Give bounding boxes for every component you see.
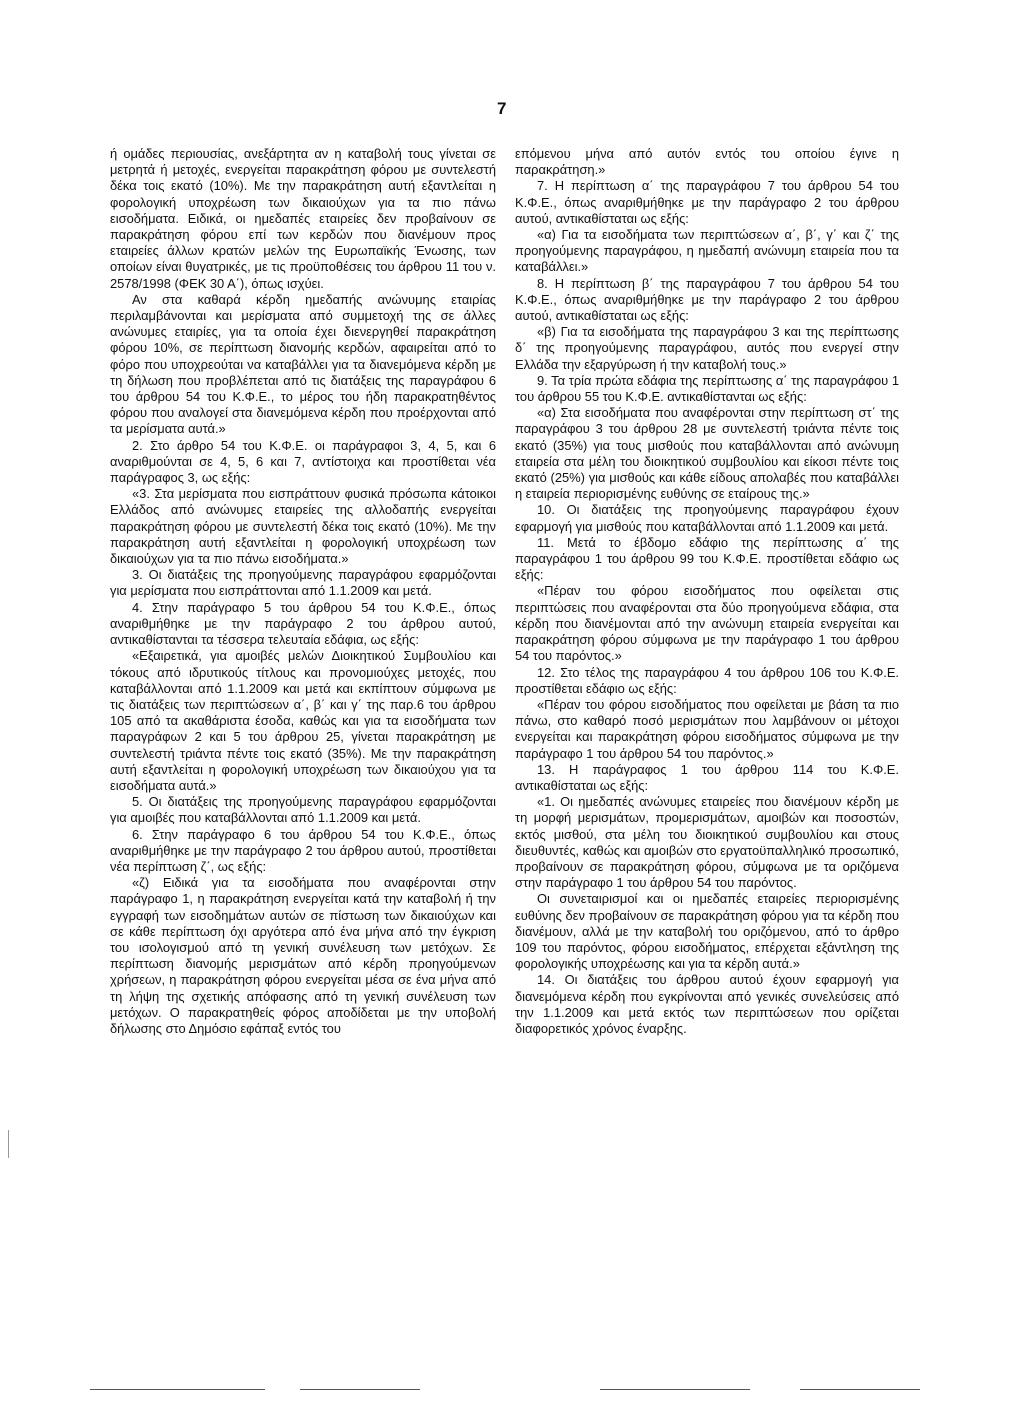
paragraph: 11. Μετά το έβδομο εδάφιο της περίπτωσης α΄ της παραγράφου 1 του άρθρου 99 του Κ.Φ.Ε. προστίθεται εδάφιο ως εξής:	[515, 534, 899, 583]
paragraph: 6. Στην παράγραφο 6 του άρθρου 54 του Κ.Φ.Ε., όπως αναριθμήθηκε με την παράγραφο 2 του άρθρου αυτού, προστίθεται νέα περίπτωση ζ΄, ως εξής:	[110, 826, 496, 874]
footer-rule-right	[600, 1389, 750, 1390]
paragraph: «ζ) Ειδικά για τα εισοδήματα που αναφέρονται στην παράγραφο 1, η παρακράτηση ενεργείται κατά την καταβολή ή την εγγραφή των εισοδημάτων αυτών σε πίστωση των δικαιούχων και σε κάθε περίπτωση όχι αργότερα από ένα μήνα από την έγκριση του ισολογισμού από τη γενική συνέλευση των μετόχων. Σε περίπτωση διανομής μερισμάτων από κέρδη προηγούμενων χρήσεων, η παρακράτηση φόρου ενεργείται μέσα σε ένα μήνα από τη λήψη της σχετικής απόφασης από τη γενική συνέλευση των μετόχων. Ο παρακρατηθείς φόρος αποδίδεται με την υποβολή δήλωσης στο Δημόσιο εφάπαξ εντός του	[110, 875, 496, 1036]
paragraph: 10. Οι διατάξεις της προηγούμενης παραγράφου έχουν εφαρμογή για μισθούς που καταβάλλονται από 1.1.2009 και μετά.	[515, 502, 899, 534]
paragraph: 9. Τα τρία πρώτα εδάφια της περίπτωσης α΄ της παραγράφου 1 του άρθρου 55 του Κ.Φ.Ε. αντικαθίστανται ως εξής:	[515, 372, 899, 405]
page-number: 7	[497, 99, 507, 118]
left-column	[110, 146, 496, 1037]
paragraph: «Πέραν του φόρου εισοδήματος που οφείλεται στις περιπτώσεις που αναφέρονται στα δύο προηγούμενα εδάφια, στα κέρδη που διανέμονται από την ανώνυμη εταιρεία ενεργείται και παρακράτηση φόρου σύμφωνα με την παράγραφο 1 του άρθρου 54 του παρόντος.»	[515, 583, 899, 664]
right-column	[515, 146, 899, 1037]
paragraph: 14. Οι διατάξεις του άρθρου αυτού έχουν εφαρμογή για διανεμόμενα κέρδη που εγκρίνονται από γενικές συνελεύσεις από την 1.1.2009 και μετά εκτός των περιπτώσεων που ορίζεται διαφορετικός χρόνος έναρξης.	[515, 972, 899, 1036]
paragraph: Οι συνεταιρισμοί και οι ημεδαπές εταιρείες περιορισμένης ευθύνης δεν προβαίνουν σε παρακράτηση φόρου για τα κέρδη που διανέμουν, αλλά με την καταβολή του οριζόμενου, από το άρθρο 109 του παρόντος, φόρου εισοδήματος, επέρχεται εξάντληση της φορολογικής υποχρέωσης και για τα κέρδη αυτά.»	[515, 891, 899, 972]
footer-rule-left	[90, 1389, 265, 1390]
paragraph: 2. Στο άρθρο 54 του Κ.Φ.Ε. οι παράγραφοι 3, 4, 5, και 6 αναριθμούνται σε 4, 5, 6 και 7, αντίστοιχα και προστίθεται νέα παράγραφος 3, ως εξής:	[110, 437, 496, 486]
paragraph: 12. Στο τέλος της παραγράφου 4 του άρθρου 106 του Κ.Φ.Ε. προστίθεται εδάφιο ως εξής:	[515, 664, 899, 696]
paragraph: 5. Οι διατάξεις της προηγούμενης παραγράφου εφαρμόζονται για αμοιβές που καταβάλλονται από 1.1.2009 και μετά.	[110, 794, 496, 826]
paragraph: Αν στα καθαρά κέρδη ημεδαπής ανώνυμης εταιρίας περιλαμβάνονται και μερίσματα από συμμετοχή της σε άλλες ανώνυμες εταιρίες, για τα οποία έχει διενεργηθεί παρακράτηση φόρου 10%, σε περίπτωση διανομής κερδών, αφαιρείται από το φόρο που υποχρεούται να καταβάλλει για τα διανεμόμενα κέρδη με τη δήλωση που προβλέπεται από τις διατάξεις της παραγράφου 6 του άρθρου 54 του Κ.Φ.Ε., το μέρος του ήδη παρακρατηθέντος φόρου που αναλογεί στα διανεμόμενα κέρδη που προέρχονται από τα μερίσματα αυτά.»	[110, 291, 496, 437]
scan-edge-mark	[8, 1130, 9, 1158]
paragraph: 13. Η παράγραφος 1 του άρθρου 114 του Κ.Φ.Ε. αντικαθίσταται ως εξής:	[515, 761, 899, 793]
paragraph: 3. Οι διατάξεις της προηγούμενης παραγράφου εφαρμόζονται για μερίσματα που εισπράττονται από 1.1.2009 και μετά.	[110, 567, 496, 599]
footer-rule-far-right	[800, 1389, 920, 1390]
paragraph: «β) Για τα εισοδήματα της παραγράφου 3 και της περίπτωσης δ΄ της προηγούμενης παραγράφου, αυτός που ενεργεί στην Ελλάδα την εξαργύρωση ή την καταβολή τους.»	[515, 324, 899, 372]
footer-rule-mid	[300, 1389, 420, 1390]
paragraph: 7. Η περίπτωση α΄ της παραγράφου 7 του άρθρου 54 του Κ.Φ.Ε., όπως αναριθμήθηκε με την παράγραφο 2 του άρθρου αυτού, αντικαθίσταται ως εξής:	[515, 178, 899, 226]
paragraph: 4. Στην παράγραφο 5 του άρθρου 54 του Κ.Φ.Ε., όπως αναριθμήθηκε με την παράγραφο 2 του άρθρου αυτού, αντικαθίστανται τα τέσσερα τελευταία εδάφια, ως εξής:	[110, 599, 496, 648]
paragraph: «3. Στα μερίσματα που εισπράττουν φυσικά πρόσωπα κάτοικοι Ελλάδος από ανώνυμες εταιρείες της αλλοδαπής ενεργείται παρακράτηση φόρου με συντελεστή δέκα τοις εκατό (10%). Με την παρακράτηση αυτή εξαντλείται η φορολογική υποχρέωση των δικαιούχων για τα πιο πάνω εισοδήματα.»	[110, 486, 496, 567]
paragraph: «Εξαιρετικά, για αμοιβές μελών Διοικητικού Συμβουλίου και τόκους από ιδρυτικούς τίτλους και προνομιούχες μετοχές, που καταβάλλονται από 1.1.2009 και μετά και εκπίπτουν σύμφωνα με τις διατάξεις των περιπτώσεων α΄, β΄ και γ΄ της παρ.6 του άρθρου 105 από τα ακαθάριστα έσοδα, καθώς και για τα εισοδήματα των παραγράφων 2 και 5 του άρθρου 25, γίνεται παρακράτηση με συντελεστή τριάντα πέντε τοις εκατό (35%). Με την παρακράτηση αυτή εξαντλείται η φορολογική υποχρέωση των δικαιούχου για τα εισοδήματα αυτά.»	[110, 648, 496, 793]
paragraph: επόμενου μήνα από αυτόν εντός του οποίου έγινε η παρακράτηση.»	[515, 146, 899, 178]
paragraph: 8. Η περίπτωση β΄ της παραγράφου 7 του άρθρου 54 του Κ.Φ.Ε., όπως αναριθμήθηκε με την παράγραφο 2 του άρθρου αυτού, αντικαθίσταται ως εξής:	[515, 275, 899, 324]
paragraph: «Πέραν του φόρου εισοδήματος που οφείλεται με βάση τα πιο πάνω, στο καθαρό ποσό μερισμάτων που λαμβάνουν οι μέτοχοι ενεργείται και παρακράτηση φόρου εισοδήματος σύμφωνα με την παράγραφο 1 του άρθρου 54 του παρόντος.»	[515, 696, 899, 761]
paragraph: «α) Για τα εισοδήματα των περιπτώσεων α΄, β΄, γ΄ και ζ΄ της προηγούμενης παραγράφου, η ημεδαπή ανώνυμη εταιρεία που τα καταβάλλει.»	[515, 227, 899, 275]
paragraph: «α) Στα εισοδήματα που αναφέρονται στην περίπτωση στ΄ της παραγράφου 3 του άρθρου 28 με συντελεστή τριάντα πέντε τοις εκατό (35%) για τους μισθούς που καταβάλλονται από ανώνυμη εταιρεία στα μέλη του διοικητικού συμβουλίου και είκοσι πέντε τοις εκατό (25%) για μισθούς και κάθε είδους απολαβές που καταβάλλει η εταιρεία περιορισμένης ευθύνης σε εταίρους της.»	[515, 405, 899, 502]
paragraph: «1. Οι ημεδαπές ανώνυμες εταιρείες που διανέμουν κέρδη με τη μορφή μερισμάτων, προμερισμάτων, αμοιβών και ποσοστών, εκτός μισθού, στα μέλη του διοικητικού συμβουλίου και στους διευθυντές, καθώς και αμοιβών στο εργατοϋπαλληλικό προσωπικό, προβαίνουν σε παρακράτηση φόρου, σύμφωνα με τα οριζόμενα στην παράγραφο 1 του άρθρου 54 του παρόντος.	[515, 794, 899, 891]
paragraph: ή ομάδες περιουσίας, ανεξάρτητα αν η καταβολή τους γίνεται σε μετρητά ή μετοχές, ενεργείται παρακράτηση φόρου με συντελεστή δέκα τοις εκατό (10%). Με την παρακράτηση αυτή εξαντλείται η φορολογική υποχρέωση των δικαιούχων για τα πιο πάνω εισοδήματα. Ειδικά, οι ημεδαπές εταιρείες δεν προβαίνουν σε παρακράτηση φόρου επί των κερδών που διανέμουν προς εταιρείες άλλων κρατών μελών της Ευρωπαϊκής Ένωσης, των οποίων είναι θυγατρικές, με τις προϋποθέσεις του άρθρου 11 του ν. 2578/1998 (ΦΕΚ 30 Α΄), όπως ισχύει.	[110, 146, 496, 291]
